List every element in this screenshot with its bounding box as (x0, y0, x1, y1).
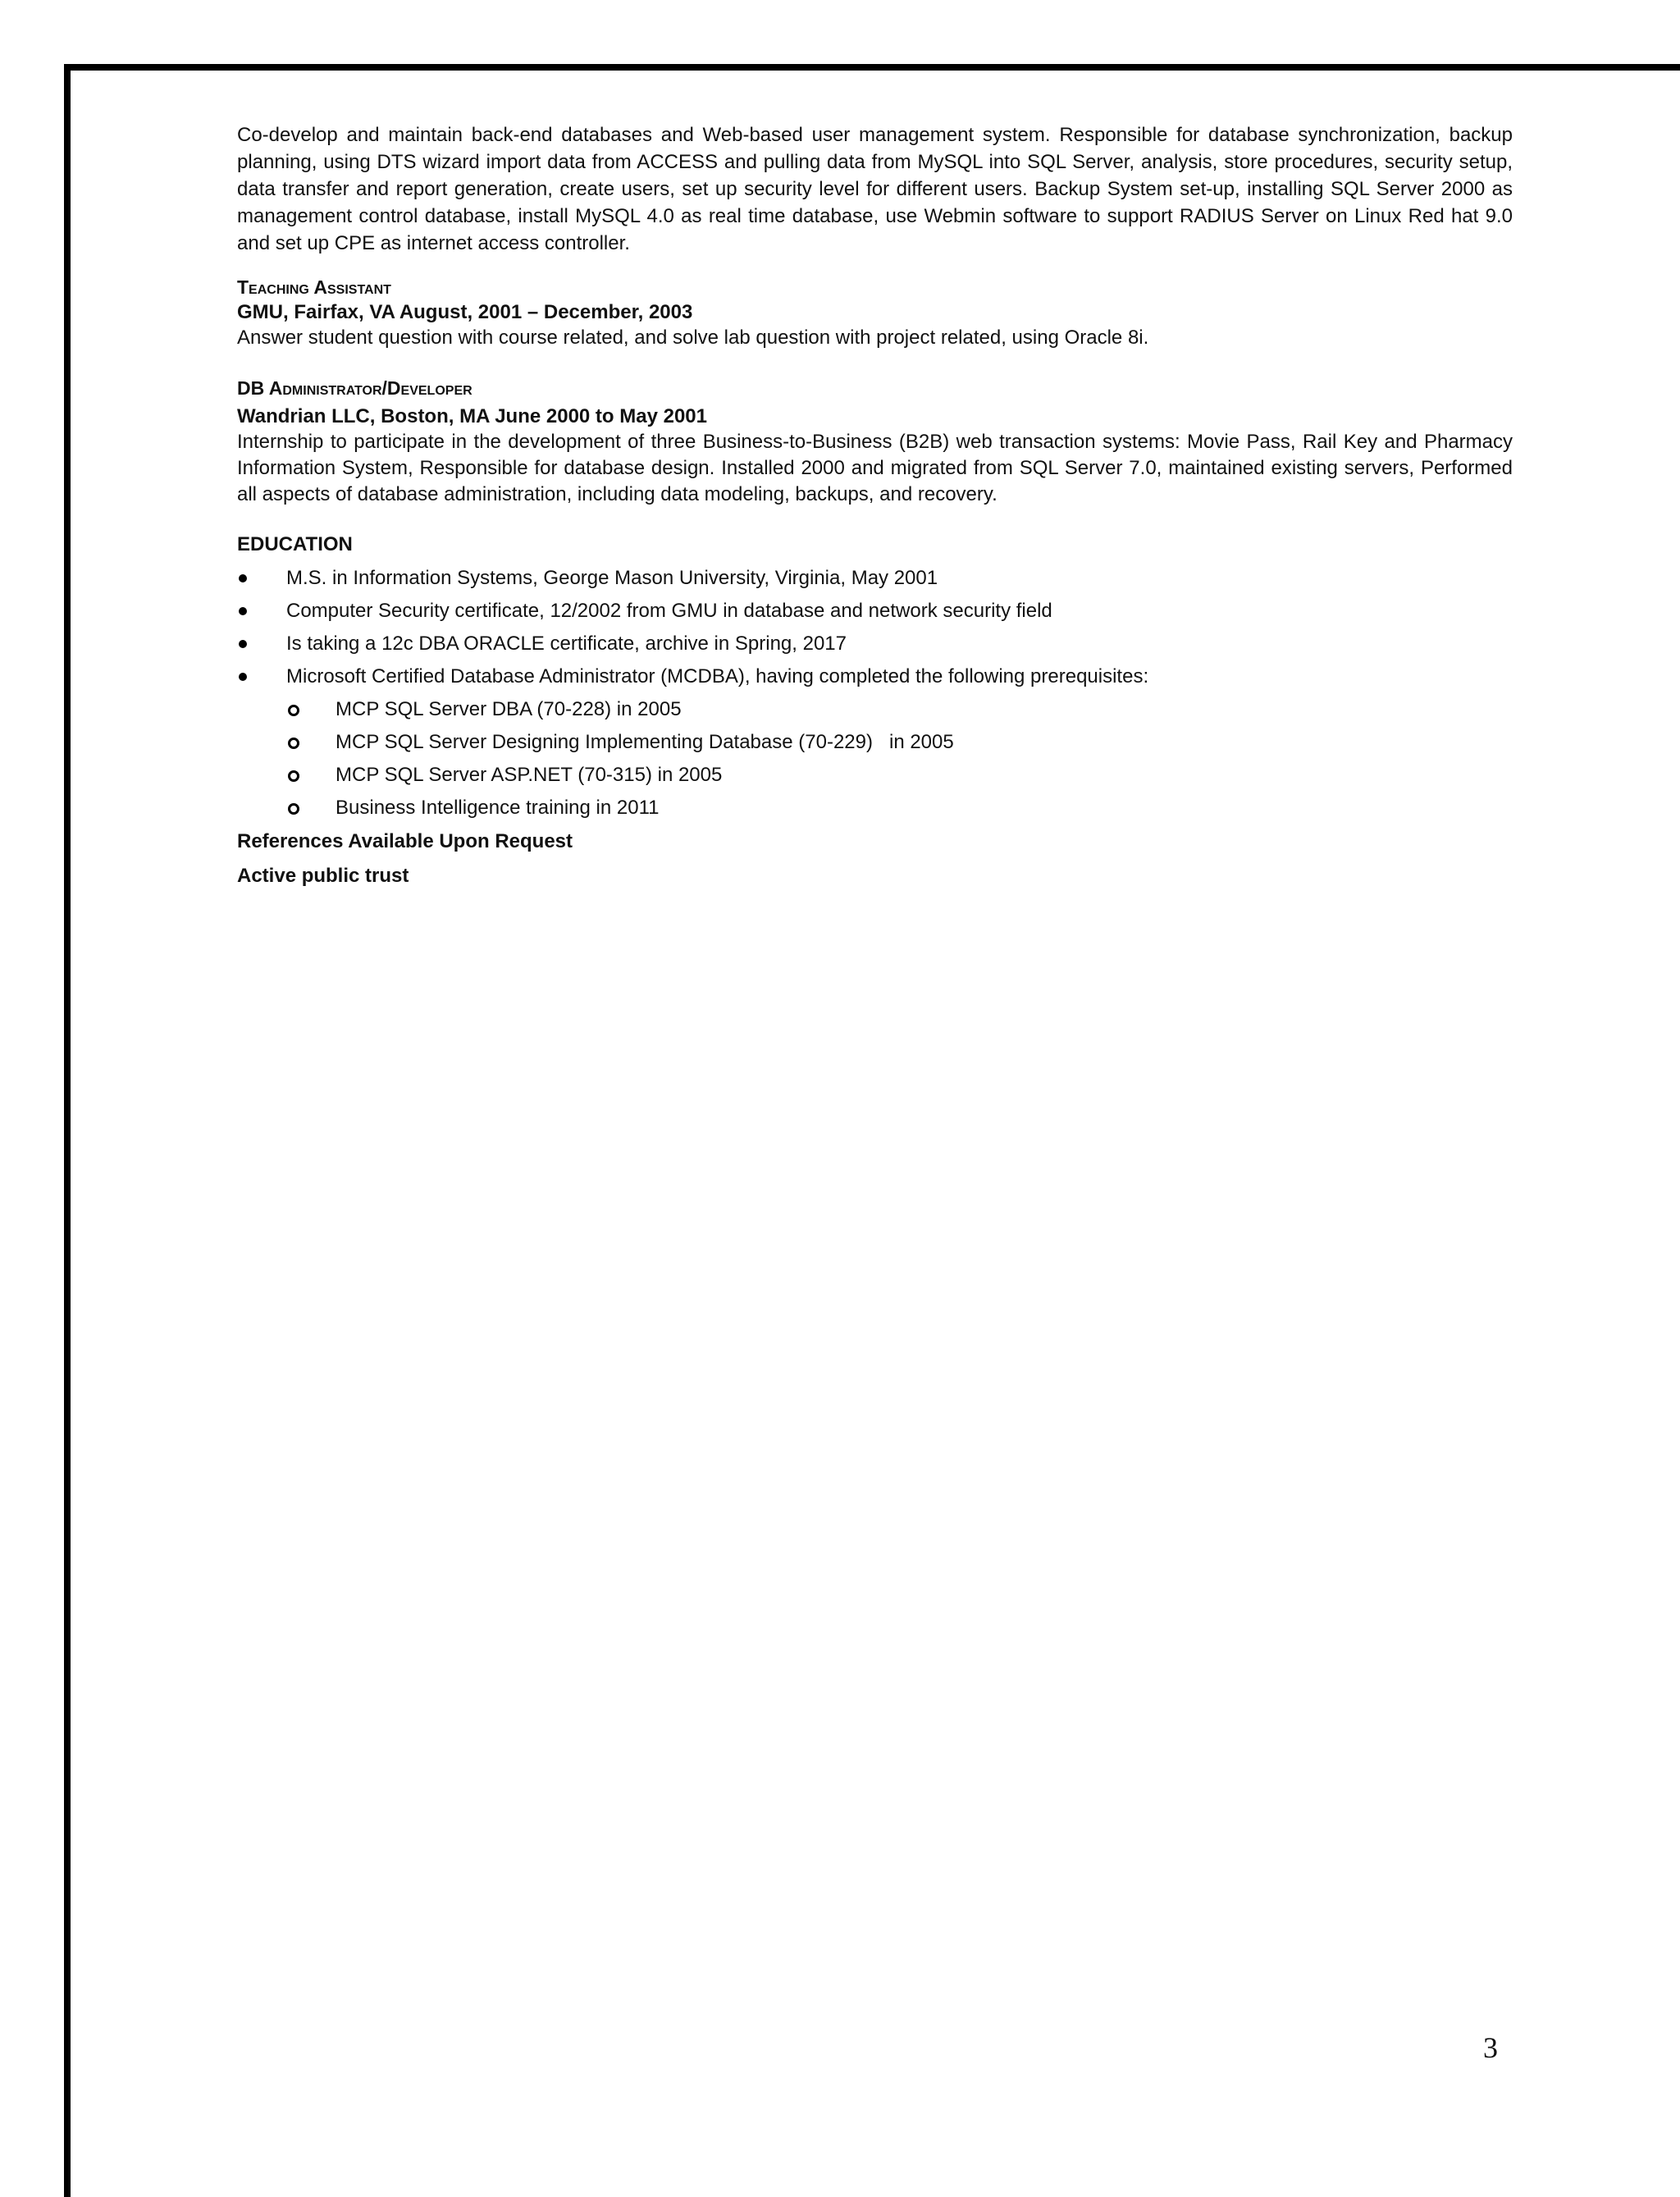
job-db-administrator (237, 376, 1513, 508)
education-section (237, 532, 1513, 893)
clearance-line: Active public trust (237, 865, 409, 887)
education-item-text: Is taking a 12c DBA ORACLE certificate, archive in Spring, 2017 (286, 633, 847, 655)
list-item (237, 595, 1513, 628)
education-heading: EDUCATION (237, 533, 353, 555)
resume-page-content (237, 121, 1513, 893)
bullet-icon (239, 607, 247, 615)
list-item (237, 660, 1513, 693)
certification-item-text: MCP SQL Server Designing Implementing Database (70-229) in 2005 (336, 731, 954, 753)
job-title: Teaching Assistant (237, 276, 391, 298)
education-item-text: Microsoft Certified Database Administrator (MCDBA), having completed the following prerequisites: (286, 665, 1149, 687)
education-item-text: Computer Security certificate, 12/2002 from GMU in database and network security field (286, 600, 1052, 622)
bullet-icon (239, 673, 247, 681)
circle-bullet-icon (288, 705, 299, 716)
bullet-icon (239, 640, 247, 648)
list-item (237, 792, 1513, 824)
list-item (237, 628, 1513, 660)
education-list (237, 562, 1513, 693)
references-line: References Available Upon Request (237, 830, 573, 852)
job-title: DB Administrator/Developer (237, 377, 472, 399)
list-item (237, 562, 1513, 595)
job-employer-line: Wandrian LLC, Boston, MA June 2000 to May 2001 (237, 405, 707, 427)
job-description: Answer student question with course related, and solve lab question with project related, using Oracle 8i. (237, 327, 1149, 349)
circle-bullet-icon (288, 770, 299, 782)
intro-paragraph: Co-develop and maintain back-end databases and Web-based user management system. Responsible for database synchronization, backup planning, using DTS wizard import data from ACCESS and pulling data from MySQL into SQL Server, analysis, store procedures, security setup, data transfer and report generation, create users, set up security level for different users. Backup System set-up, installing SQL Server 2000 as management control database, install MySQL 4.0 as real time database, use Webmin software to support RADIUS Server on Linux Red hat 9.0 and set up CPE as internet access controller. (237, 124, 1513, 254)
certification-item-text: MCP SQL Server ASP.NET (70-315) in 2005 (336, 764, 723, 786)
education-item-text: M.S. in Information Systems, George Mason University, Virginia, May 2001 (286, 567, 938, 589)
job-teaching-assistant (237, 275, 1513, 351)
job-employer-line: GMU, Fairfax, VA August, 2001 – December, 2003 (237, 301, 693, 323)
circle-bullet-icon (288, 738, 299, 749)
bullet-icon (239, 574, 247, 582)
certification-item-text: MCP SQL Server DBA (70-228) in 2005 (336, 698, 682, 720)
job-description: Internship to participate in the development of three Business-to-Business (B2B) web transaction systems: Movie Pass, Rail Key and Pharmacy Information System, Responsible for database design. Installed 2000 and migrated from SQL Server 7.0, maintained existing servers, Performed all aspects of database administration, including data modeling, backups, and recovery. (237, 431, 1513, 505)
circle-bullet-icon (288, 803, 299, 815)
certification-sublist (237, 693, 1513, 824)
list-item (237, 726, 1513, 759)
certification-item-text: Business Intelligence training in 2011 (336, 797, 660, 819)
list-item (237, 693, 1513, 726)
page-number: 3 (1483, 2031, 1498, 2064)
list-item (237, 759, 1513, 792)
